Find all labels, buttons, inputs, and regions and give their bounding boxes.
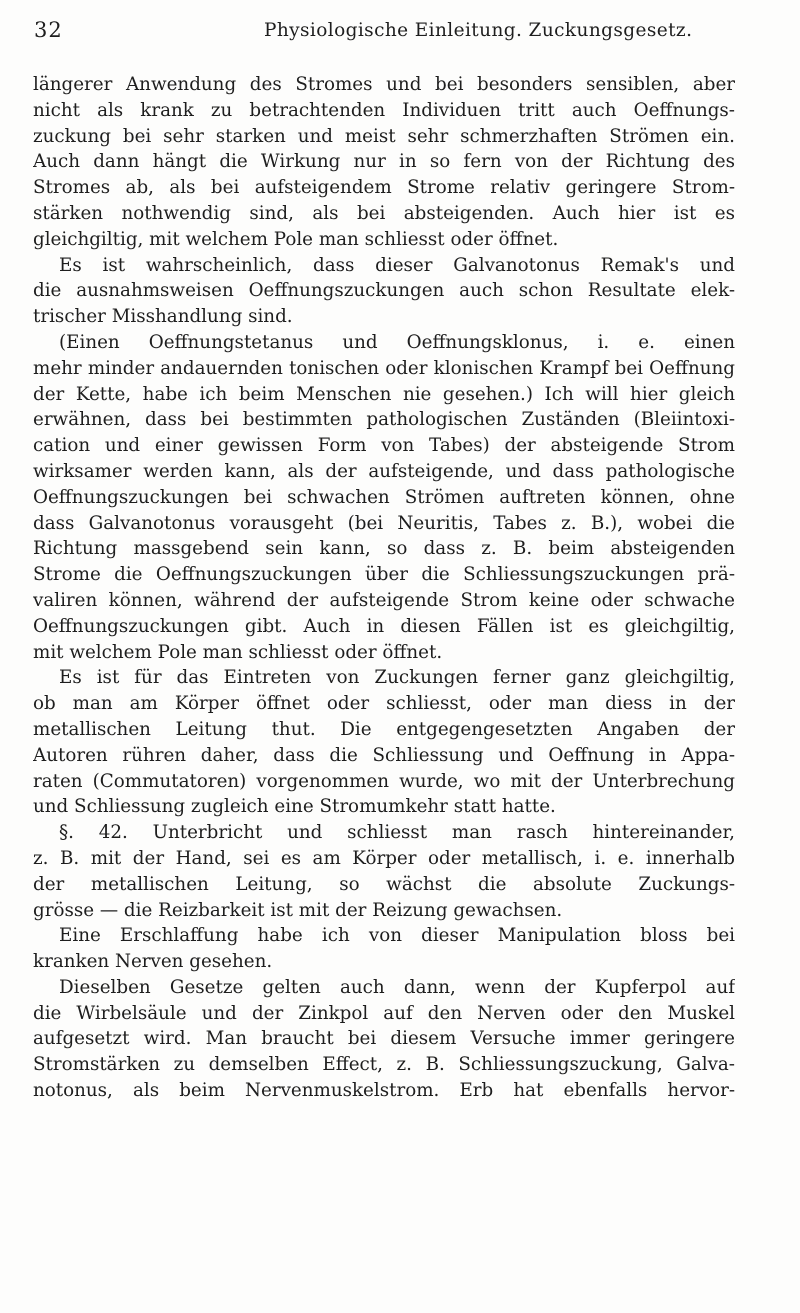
page-number: 32 (34, 18, 63, 42)
text-line: (Einen Oeffnungstetanus und Oeffnungsklonus, i. e. einen (59, 331, 735, 353)
body-text (33, 72, 735, 1104)
running-head (34, 18, 734, 46)
text-line: Auch dann hängt die Wirkung nur in so fern von der Richtung des (33, 151, 735, 173)
text-line: Stromstärken zu demselben Effect, z. B. Schliessungszuckung, Galva- (33, 1054, 735, 1076)
text-line: valiren können, während der aufsteigende Strom keine oder schwache (33, 589, 735, 611)
text-line: Eine Erschlaffung habe ich von dieser Manipulation bloss bei (59, 925, 735, 947)
text-line: der metallischen Leitung, so wächst die absolute Zuckungs- (33, 873, 735, 895)
running-title: Physiologische Einleitung. Zuckungsgesetz. (264, 20, 693, 41)
text-line: raten (Commutatoren) vorgenommen wurde, wo mit der Unterbrechung (33, 770, 735, 792)
text-line: aufgesetzt wird. Man braucht bei diesem Versuche immer geringere (33, 1028, 735, 1050)
section-line: §. 42. Unterbricht und schliesst man rasch hintereinander, (59, 822, 735, 844)
text-line: metallischen Leitung thut. Die entgegengesetzten Angaben der (33, 718, 735, 740)
text-line: Strome die Oeffnungszuckungen über die Schliessungszuckungen prä- (33, 564, 735, 586)
text-line: die ausnahmsweisen Oeffnungszuckungen auch schon Resultate elek- (33, 280, 735, 302)
text-line: Es ist für das Eintreten von Zuckungen ferner ganz gleichgiltig, (59, 667, 735, 689)
text-line: nicht als krank zu betrachtenden Individuen tritt auch Oeffnungs- (33, 99, 735, 121)
text-line: Es ist wahrscheinlich, dass dieser Galvanotonus Remak's und (59, 254, 735, 276)
text-line: grösse — die Reizbarkeit ist mit der Reizung gewachsen. (33, 899, 563, 921)
text-line: kranken Nerven gesehen. (33, 951, 273, 973)
text-line: der Kette, habe ich beim Menschen nie gesehen.) Ich will hier gleich (33, 383, 735, 405)
text-line: Stromes ab, als bei aufsteigendem Strome relativ geringere Strom- (33, 177, 735, 199)
text-line: Autoren rühren daher, dass die Schliessung und Oeffnung in Appa- (33, 744, 735, 766)
text-line: zuckung bei sehr starken und meist sehr schmerzhaften Strömen ein. (33, 125, 735, 147)
text-line: Dieselben Gesetze gelten auch dann, wenn der Kupferpol auf (59, 976, 735, 998)
text-line: cation und einer gewissen Form von Tabes) der absteigende Strom (33, 435, 735, 457)
text-line: wirksamer werden kann, als der aufsteigende, und dass pathologische (33, 460, 735, 482)
text-line: und Schliessung zugleich eine Stromumkehr statt hatte. (33, 796, 556, 818)
text-line: dass Galvanotonus vorausgeht (bei Neuritis, Tabes z. B.), wobei die (33, 512, 735, 534)
text-line: Oeffnungszuckungen bei schwachen Strömen auftreten können, ohne (33, 486, 735, 508)
text-line: mehr minder andauernden tonischen oder klonischen Krampf bei Oeffnung (33, 357, 735, 379)
text-line: mit welchem Pole man schliesst oder öffnet. (33, 641, 443, 663)
text-line: trischer Misshandlung sind. (33, 306, 293, 328)
text-line: ob man am Körper öffnet oder schliesst, oder man diess in der (33, 693, 735, 715)
text-line: erwähnen, dass bei bestimmten pathologischen Zuständen (Bleiintoxi- (33, 409, 735, 431)
text-line: z. B. mit der Hand, sei es am Körper oder metallisch, i. e. innerhalb (33, 847, 735, 869)
text-line: die Wirbelsäule und der Zinkpol auf den Nerven oder den Muskel (33, 1002, 735, 1024)
text-line: notonus, als beim Nervenmuskelstrom. Erb hat ebenfalls hervor- (33, 1080, 735, 1102)
text-line: längerer Anwendung des Stromes und bei besonders sensiblen, aber (33, 74, 735, 95)
text-line: gleichgiltig, mit welchem Pole man schliesst oder öffnet. (33, 228, 559, 250)
text-line: Richtung massgebend sein kann, so dass z. B. beim absteigenden (33, 538, 735, 560)
text-line: Oeffnungszuckungen gibt. Auch in diesen Fällen ist es gleichgiltig, (33, 615, 735, 637)
text-line: stärken nothwendig sind, als bei absteigenden. Auch hier ist es (33, 202, 735, 224)
